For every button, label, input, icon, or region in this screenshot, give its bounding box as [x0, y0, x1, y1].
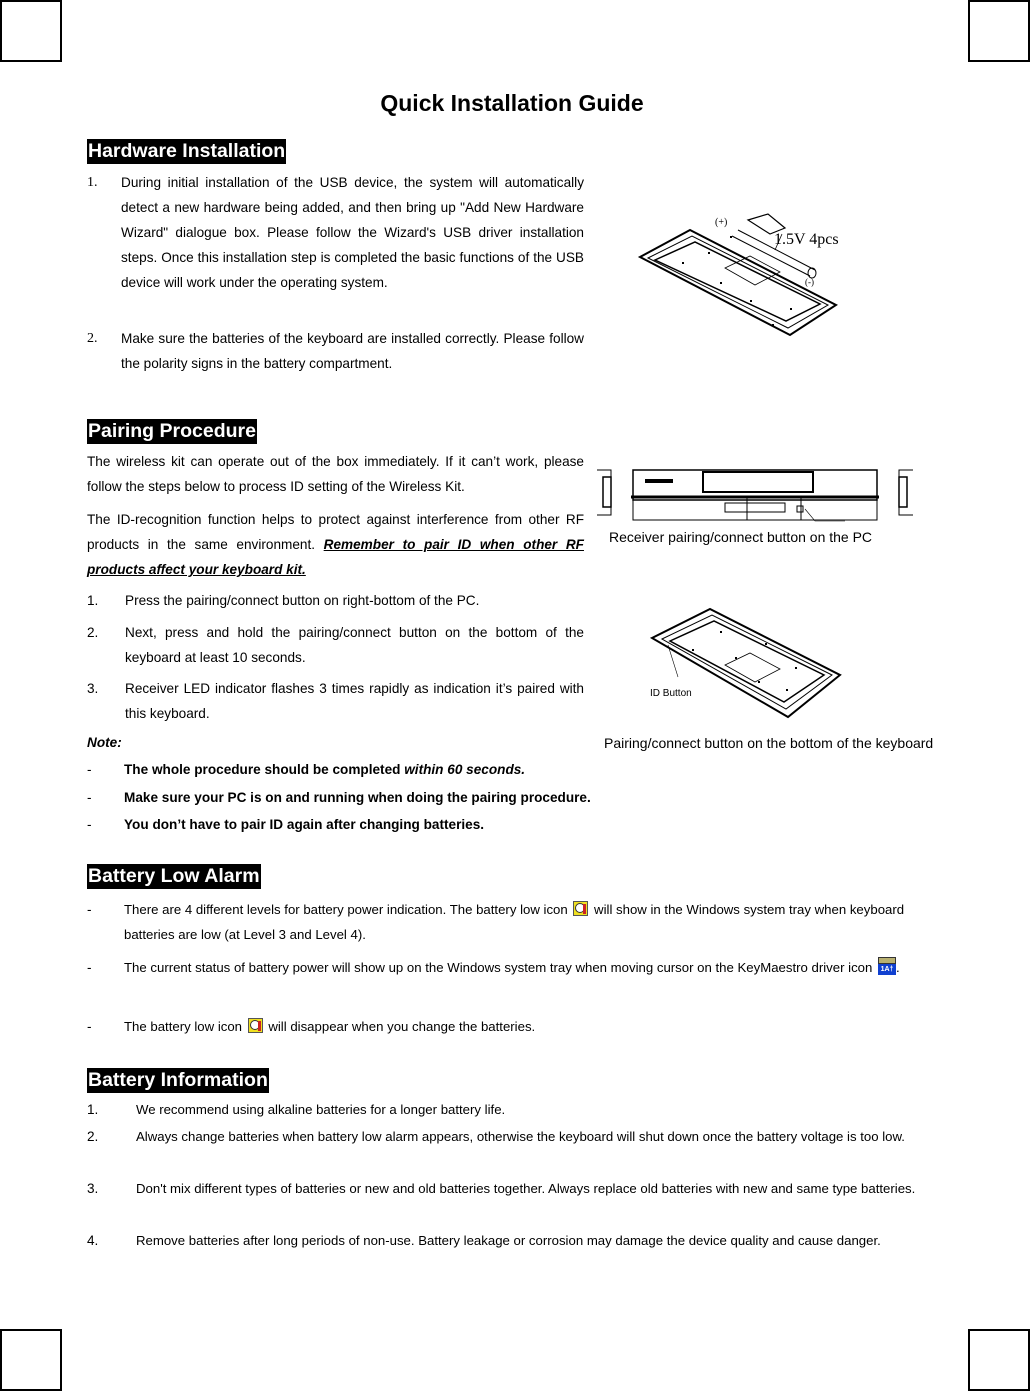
note-text-plain: The whole procedure should be completed: [124, 762, 405, 777]
step-text: Press the pairing/connect button on right-bottom of the PC.: [125, 593, 480, 608]
svg-text:(-): (-): [805, 277, 814, 287]
item-number: 2.: [87, 1129, 99, 1144]
list-item: [87, 170, 584, 320]
item-number: 1.: [87, 1102, 99, 1117]
svg-text:1.5V 4pcs: 1.5V 4pcs: [774, 231, 839, 248]
item-dash: -: [87, 902, 92, 917]
list-item: [87, 1176, 937, 1226]
item-number: 1.: [87, 175, 98, 190]
receiver-diagram: [595, 465, 915, 527]
step-text: Next, press and hold the pairing/connect button on the bottom of the keyboard at least 10 seconds.: [125, 625, 584, 665]
item-text: Make sure the batteries of the keyboard are installed correctly. Please follow the polarity signs in the battery compartment.: [121, 331, 584, 371]
list-item: [87, 897, 937, 947]
list-item: [87, 1228, 937, 1278]
item-text-before: There are 4 different levels for battery power indication. The battery low icon: [124, 902, 572, 917]
battery-low-icon: [573, 901, 588, 916]
note-dash: -: [87, 817, 92, 832]
item-text: [124, 955, 937, 980]
item-text-before: The battery low icon: [124, 1019, 246, 1034]
list-item: [87, 676, 584, 726]
note-dash: -: [87, 762, 92, 777]
item-text-after: will show in the Windows system tray when keyboard batteries are low (at Level 3 and Level 4).: [124, 902, 905, 942]
note-text: You don’t have to pair ID again after changing batteries.: [124, 817, 485, 832]
item-number: 3.: [87, 1181, 99, 1196]
item-dash: -: [87, 960, 92, 975]
note-item: [87, 812, 647, 837]
list-item: [87, 620, 584, 670]
receiver-figure: [595, 465, 915, 527]
step-number: 2.: [87, 625, 99, 640]
item-text: [124, 897, 937, 947]
keymaestro-icon: 1A†: [878, 957, 896, 975]
svg-text:(+): (+): [715, 217, 728, 228]
list-item: [87, 1014, 937, 1039]
note-text-italic: within 60 seconds.: [404, 762, 526, 777]
corner-mark-top-right: [968, 0, 1030, 62]
section-heading-pairing: Pairing Procedure: [88, 420, 256, 442]
item-text-before: The current status of battery power will show up on the Windows system tray when moving cursor on the KeyMaestro driver icon: [124, 960, 877, 975]
section-heading-battery-info: Battery Information: [88, 1069, 268, 1091]
item-number: 4.: [87, 1233, 99, 1248]
step-text: Receiver LED indicator flashes 3 times rapidly as indication it’s paired with this keyboard.: [125, 681, 584, 721]
keyboard-bottom-diagram: [640, 605, 850, 720]
pairing-para2: [87, 507, 584, 582]
pairing-para2-emphasis: Remember to pair ID when other RF products affect your keyboard kit.: [87, 537, 584, 577]
step-number: 3.: [87, 681, 99, 696]
list-item: [87, 326, 584, 376]
item-text: We recommend using alkaline batteries for a longer battery life.: [136, 1102, 506, 1117]
battery-low-icon: [248, 1018, 263, 1033]
list-item: [87, 1097, 937, 1122]
note-label: Note:: [87, 735, 122, 750]
item-number: 2.: [87, 331, 98, 346]
list-item: [87, 955, 937, 1005]
note-item: [87, 757, 647, 782]
item-dash: -: [87, 1019, 92, 1034]
item-text: Don't mix different types of batteries or new and old batteries together. Always replace old batteries with new and same type batteries.: [136, 1181, 916, 1196]
note-item: [87, 785, 647, 810]
pairing-intro: The wireless kit can operate out of the box immediately. If it can’t work, please follow the steps below to process ID setting of the Wireless Kit.: [87, 454, 584, 494]
list-item: [87, 588, 584, 613]
page-title: Quick Installation Guide: [380, 90, 644, 116]
item-text-after: .: [896, 960, 900, 975]
section-heading-hardware: Hardware Installation: [88, 140, 286, 162]
item-text: Remove batteries after long periods of non-use. Battery leakage or corrosion may damage the device quality and cause danger.: [136, 1233, 881, 1248]
keyboard-caption: Pairing/connect button on the bottom of the keyboard: [604, 735, 934, 751]
step-number: 1.: [87, 593, 99, 608]
corner-mark-bottom-right: [968, 1329, 1030, 1391]
item-text: [124, 1014, 937, 1039]
id-button-label: ID Button: [650, 688, 692, 699]
receiver-caption: Receiver pairing/connect button on the PC: [609, 529, 873, 545]
keyboard-bottom-figure: [640, 605, 850, 720]
item-text: During initial installation of the USB device, the system will automatically detect a new hardware being added, and then bring up "Add New Hardware Wizard" dialogue box. Please follow the Wizard's USB driver installation steps. Once this installation step is completed the basic functions of the USB device will work under the operating system.: [121, 175, 584, 290]
note-dash: -: [87, 790, 92, 805]
list-item: [87, 1124, 937, 1174]
note-text: Make sure your PC is on and running when doing the pairing procedure.: [124, 790, 591, 805]
keyboard-battery-diagram: [610, 200, 850, 340]
battery-install-figure: [610, 200, 850, 340]
corner-mark-top-left: [0, 0, 62, 62]
item-text: Always change batteries when battery low alarm appears, otherwise the keyboard will shut down once the battery voltage is too low.: [136, 1129, 905, 1144]
corner-mark-bottom-left: [0, 1329, 62, 1391]
pairing-para2-text: The ID-recognition function helps to protect against interference from other RF products in the same environment.: [87, 512, 584, 552]
note-text: [124, 757, 525, 782]
item-text-after: will disappear when you change the batteries.: [264, 1019, 536, 1034]
section-heading-battery-low: Battery Low Alarm: [88, 865, 260, 887]
